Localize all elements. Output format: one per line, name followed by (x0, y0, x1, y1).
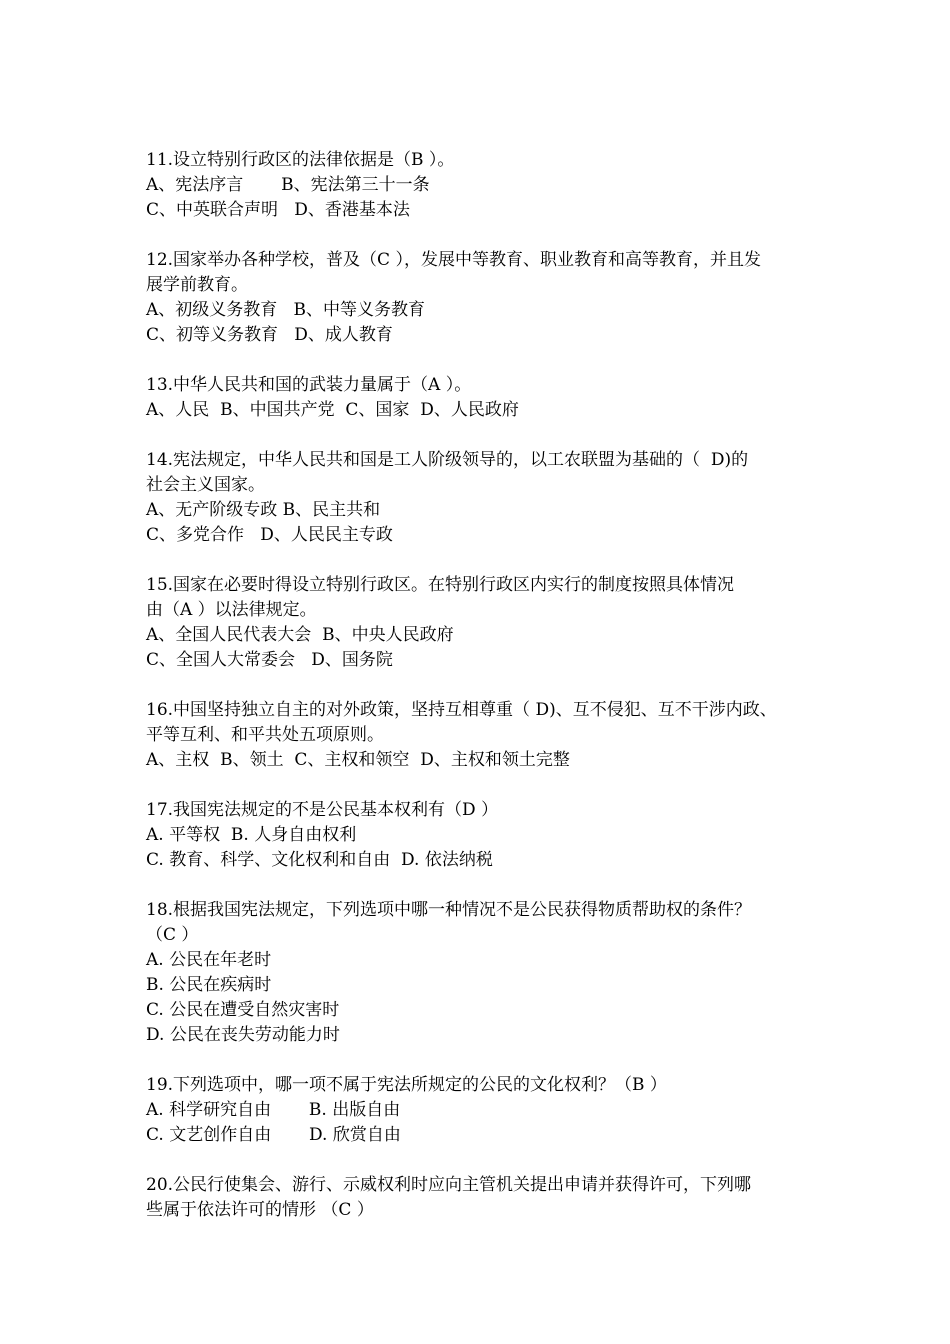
question-text: 15.国家在必要时得设立特别行政区。在特别行政区内实行的制度按照具体情况 (146, 575, 735, 595)
question-text: 12.国家举办各种学校，普及（C ），发展中等教育、职业教育和高等教育，并且发 (146, 250, 761, 270)
option-line: C. 文艺创作自由 D. 欣赏自由 (146, 1125, 401, 1145)
question-17 (146, 798, 826, 873)
question-text: 16.中国坚持独立自主的对外政策，坚持互相尊重（ D)、互不侵犯、互不干涉内政、 (146, 700, 777, 720)
question-text: 14.宪法规定，中华人民共和国是工人阶级领导的，以工农联盟为基础的（ D)的 (146, 450, 749, 470)
question-text: 平等互利、和平共处五项原则。 (146, 725, 384, 745)
question-15 (146, 573, 826, 673)
question-text: 11.设立特别行政区的法律依据是（B ）。 (146, 150, 455, 170)
option-line: A、初级义务教育 B、中等义务教育 (146, 300, 425, 320)
question-12 (146, 248, 826, 348)
question-text: 18.根据我国宪法规定，下列选项中哪一种情况不是公民获得物质帮助权的条件？ (146, 900, 752, 920)
option-line: A、主权 B、领土 C、主权和领空 D、主权和领土完整 (146, 750, 570, 770)
option-line: A、人民 B、中国共产党 C、国家 D、人民政府 (146, 400, 519, 420)
question-11 (146, 148, 826, 223)
question-14 (146, 448, 826, 548)
question-text: 由（A ）以法律规定。 (146, 600, 317, 620)
option-line: C、全国人大常委会 D、国务院 (146, 650, 393, 670)
option-line: A、无产阶级专政 B、民主共和 (146, 500, 381, 520)
question-18 (146, 898, 826, 1048)
document-page (146, 148, 826, 1248)
question-19 (146, 1073, 826, 1148)
question-text: 展学前教育。 (146, 275, 248, 295)
question-text: 13.中华人民共和国的武装力量属于（A ）。 (146, 375, 472, 395)
option-line: C. 教育、科学、文化权利和自由 D. 依法纳税 (146, 850, 493, 870)
option-line: C、多党合作 D、人民民主专政 (146, 525, 393, 545)
question-text: 20.公民行使集会、游行、示威权利时应向主管机关提出申请并获得许可，下列哪 (146, 1175, 752, 1195)
option-line: C、初等义务教育 D、成人教育 (146, 325, 393, 345)
option-line: A. 公民在年老时 (146, 950, 272, 970)
option-line: C. 公民在遭受自然灾害时 (146, 1000, 340, 1020)
option-line: A、全国人民代表大会 B、中央人民政府 (146, 625, 454, 645)
option-line: D. 公民在丧失劳动能力时 (146, 1025, 340, 1045)
question-text: 17.我国宪法规定的不是公民基本权利有（D ） (146, 800, 499, 820)
question-20 (146, 1173, 826, 1223)
question-text: 社会主义国家。 (146, 475, 265, 495)
question-text: 些属于依法许可的情形 （C ） (146, 1200, 374, 1220)
option-line: A. 平等权 B. 人身自由权利 (146, 825, 357, 845)
question-text: 19.下列选项中，哪一项不属于宪法所规定的公民的文化权利？（B ） (146, 1075, 667, 1095)
option-line: B. 公民在疾病时 (146, 975, 272, 995)
question-text: （C ） (146, 925, 199, 945)
option-line: A. 科学研究自由 B. 出版自由 (146, 1100, 401, 1120)
question-13 (146, 373, 826, 423)
question-16 (146, 698, 826, 773)
option-line: C、中英联合声明 D、香港基本法 (146, 200, 410, 220)
option-line: A、宪法序言 B、宪法第三十一条 (146, 175, 430, 195)
